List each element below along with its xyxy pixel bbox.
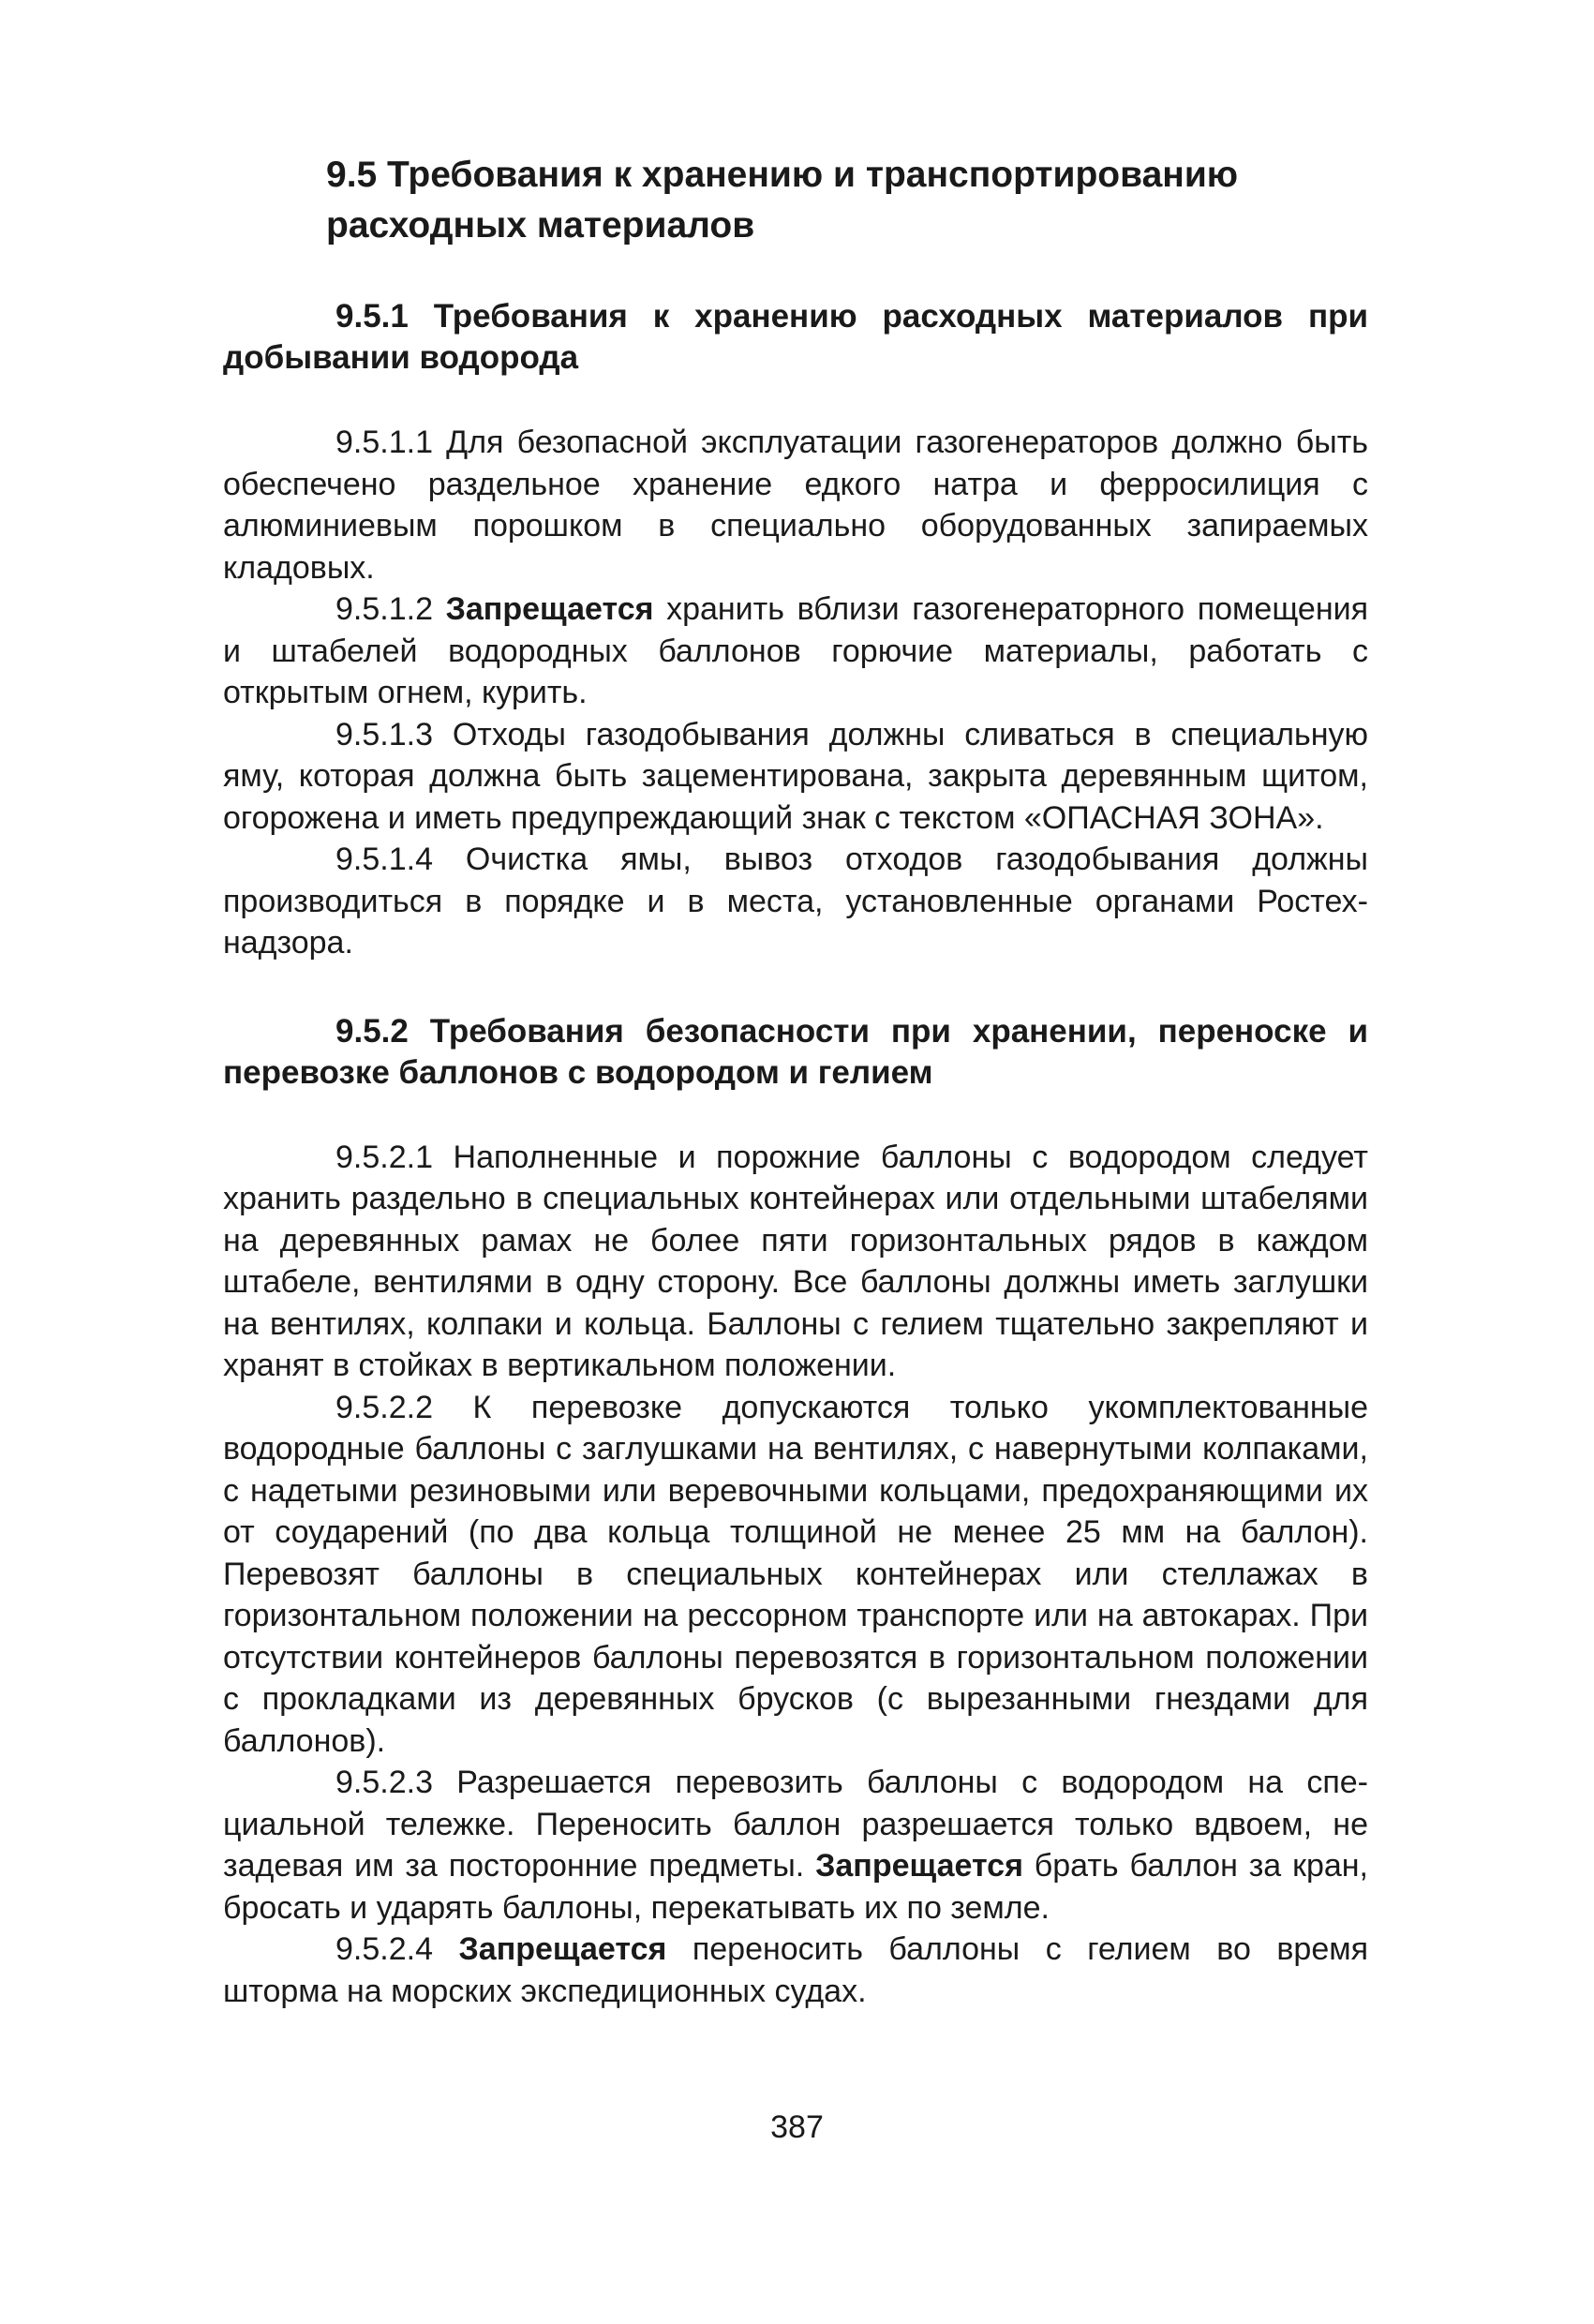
subsection-1-title: 9.5.1 Требования к хранению расходных материалов при добывании водорода: [223, 298, 1368, 376]
section-title-line2: расходных материалов: [326, 205, 755, 246]
paragraph-text: хранить вблизи газогенераторного помещения и штабелей водородных баллонов горючие материалы, работать с открытым огнем, курить.: [223, 591, 1368, 710]
paragraph-text: 9.5.2.4: [335, 1931, 459, 1967]
paragraph-9-5-1-2: [223, 588, 1368, 714]
paragraph-text: 9.5.1.4 Очистка ямы, вывоз отходов газодобывания должны производиться в порядке и в места, установленные органами Ростехнадзора.: [223, 842, 1368, 961]
paragraph-text: 9.5.2.1 Наполненные и порожние баллоны с водородом следует хранить раздельно в специальных контейнерах или отдельными штабелями на деревянных рамах не более пяти горизонтальных рядов в каждом штабеле, вентилями в одну сторону. Все баллоны должны иметь заглушки на вентилях, колпаки и кольца. Баллоны с гелием тщательно закрепляют и хранят в стойках в вертикальном положении.: [223, 1139, 1368, 1383]
paragraph-9-5-1-4: [223, 839, 1368, 964]
document-page: [223, 150, 1368, 2012]
page-number: 387: [770, 2109, 824, 2145]
paragraph-text: 9.5.2.2 К перевозке допускаются только укомплектованные водородные баллоны с заглушками на вентилях, с навернутыми колпаками, с надетыми резиновыми или веревочными кольцами, предохраняющими их от соударений (по два кольца толщиной не менее 25 мм на баллон). Перевозят баллоны в специальных контейнерах или стеллажах в горизонтальном положении на рессорном транспорте или на автокарах. При отсутствии контейнеров баллоны перевозятся в горизонтальном положении с прокладками из деревянных брусков (с вырезанными гнездами для баллонов).: [223, 1389, 1368, 1759]
emphasis-prohibited: Запрещается: [445, 591, 654, 627]
paragraph-text: 9.5.1.2: [335, 591, 446, 627]
paragraph-text: 9.5.1.1 Для безопасной эксплуатации газогенераторов должно быть обеспечено раздельное хранение едкого натра и ферросилиция с алюминиевым порошком в специально оборудованных запираемых кладовых.: [223, 425, 1368, 586]
emphasis-prohibited: Запрещается: [815, 1848, 1023, 1884]
paragraph-text: брать баллон за кран, бросать и ударять баллоны, перекатывать их по земле.: [223, 1848, 1368, 1926]
paragraph-9-5-2-2: [223, 1387, 1368, 1763]
section-title: [223, 150, 1368, 251]
paragraph-9-5-1-3: [223, 714, 1368, 840]
subsection-2-title: 9.5.2 Требования безопасности при хранении, переноске и перевозке баллонов с водородом и гелием: [223, 1012, 1368, 1091]
paragraph-9-5-2-4: [223, 1929, 1368, 2012]
section-title-line1: 9.5 Требования к хранению и транспортированию: [326, 155, 1239, 195]
paragraph-text: 9.5.1.3 Отходы газодобывания должны сливаться в специальную яму, которая должна быть зацементирована, закрыта деревянным щитом, огорожена и иметь предупреждающий знак с текстом «ОПАСНАЯ ЗОНА».: [223, 716, 1368, 836]
paragraph-9-5-2-1: [223, 1137, 1368, 1387]
paragraph-text: 9.5.2.3 Разрешается перевозить баллоны с водородом на специальной тележке. Переносить баллон разрешается только вдвоем, не задевая им за посторонние предметы.: [223, 1765, 1368, 1884]
paragraph-9-5-1-1: [223, 422, 1368, 588]
paragraph-9-5-2-3: [223, 1762, 1368, 1929]
paragraph-text: переносить баллоны с гелием во время шторма на морских экспедиционных судах.: [223, 1931, 1369, 2009]
emphasis-prohibited: Запрещается: [458, 1931, 667, 1967]
